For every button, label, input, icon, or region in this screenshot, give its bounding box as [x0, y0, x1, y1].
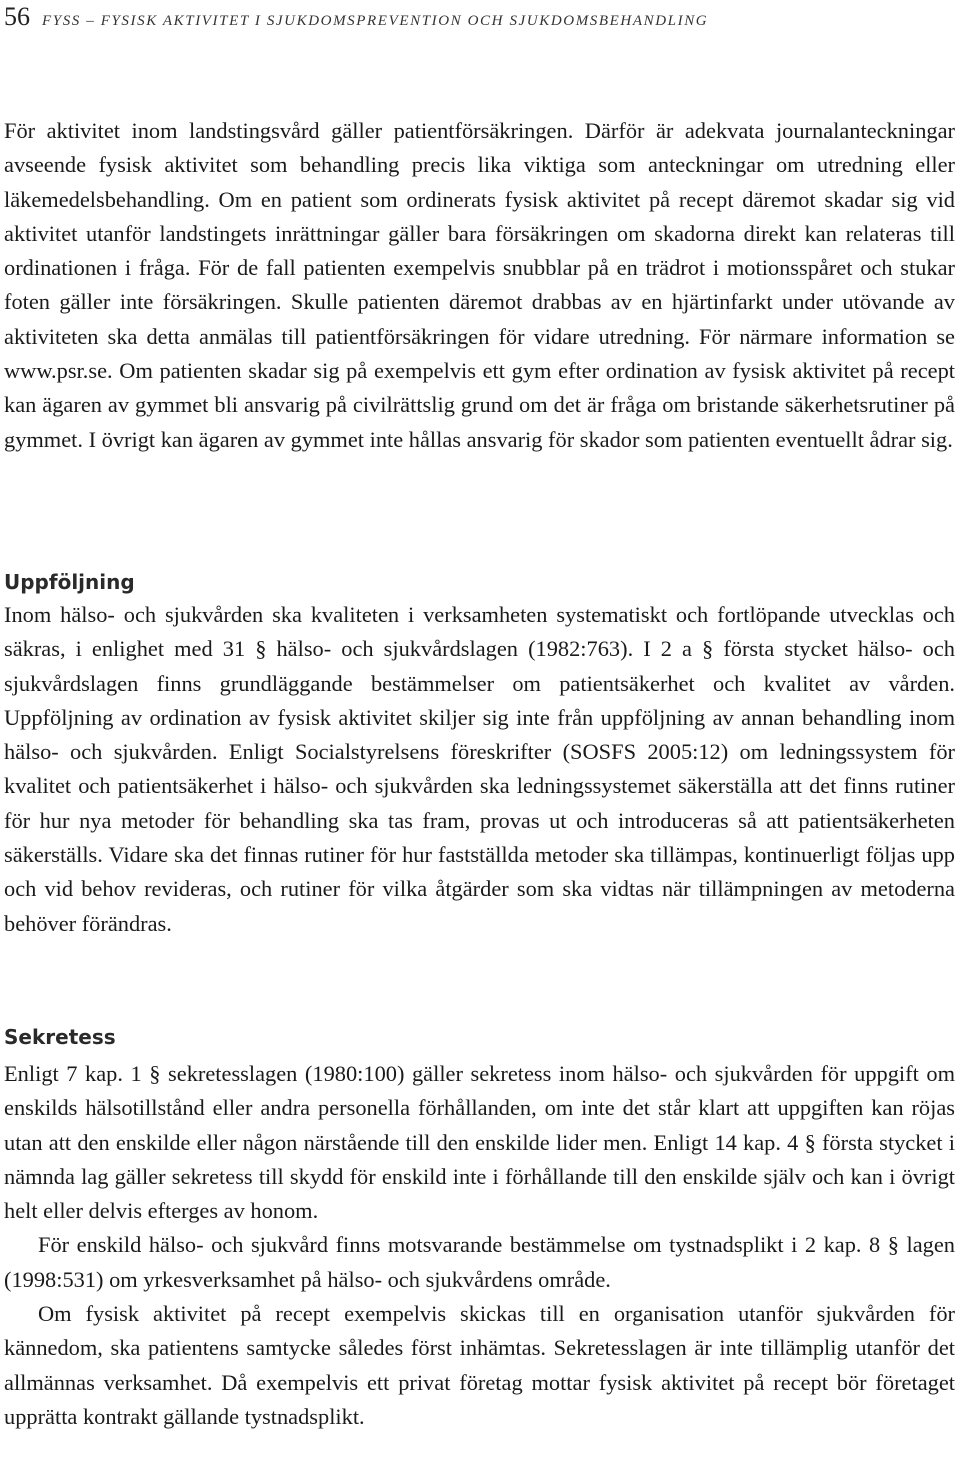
uppfoljning-paragraph: Inom hälso- och sjukvården ska kvaliteten i verksamheten systematiskt och fortlöpande utvecklas och säkras, i enlighet med 31 § hälso- och sjukvårdslagen (1982:763). I 2 a § första stycket hälso- och sjukvårdslagen finns grundläggande bestämmelser om patientsäkerhet och kvalitet av vården. Uppföljning av ordination av fysisk aktivitet skiljer sig inte från uppföljning av annan behandling inom hälso- och sjukvården. Enligt Socialstyrelsens föreskrifter (SOSFS 2005:12) om ledningssystem för kvalitet och patientsäkerhet i hälso- och sjukvården ska ledningssystemet säkerställa att det finns rutiner för hur nya metoder för behandling ska tas fram, provas ut och introduceras så att patientsäkerheten säkerställs. Vidare ska det finnas rutiner för hur fastställda metoder ska tillämpas, kontinuerligt följas upp och vid behov revideras, och rutiner för vilka åtgärder som ska vidtas när tillämpningen av metoderna behöver förändras. [4, 602, 955, 936]
sekretess-section [4, 1057, 955, 1434]
page-header [4, 2, 708, 36]
heading-uppfoljning: Uppföljning [4, 570, 135, 594]
page-number: 56 [4, 2, 30, 31]
sekretess-paragraph-2: För enskild hälso- och sjukvård finns motsvarande bestämmelse om tystnadsplikt i 2 kap. 8 § lagen (1998:531) om yrkesverksamhet på hälso- och sjukvårdens område. [4, 1232, 955, 1292]
running-title: FYSS – FYSISK AKTIVITET I SJUKDOMSPREVENTION OCH SJUKDOMSBEHANDLING [42, 13, 709, 29]
uppfoljning-section [4, 598, 955, 941]
heading-sekretess: Sekretess [4, 1025, 116, 1049]
sekretess-paragraph-1: Enligt 7 kap. 1 § sekretesslagen (1980:100) gäller sekretess inom hälso- och sjukvården för uppgift om enskilds hälsotillstånd eller andra personella förhållanden, om inte det står klart att uppgiften kan röjas utan att den enskilde eller någon närstående till den enskilde lider men. Enligt 14 kap. 4 § första stycket i nämnda lag gäller sekretess till skydd för enskild inte i förhållande till den enskilde själv och kan i övrigt helt eller delvis efterges av honom. [4, 1061, 955, 1224]
intro-section [4, 114, 955, 457]
sekretess-paragraph-3: Om fysisk aktivitet på recept exempelvis skickas till en organisation utanför sjukvården för kännedom, ska patientens samtycke således först inhämtas. Sekretesslagen är inte tillämplig utanför det allmännas verksamhet. Då exempelvis ett privat företag mottar fysisk aktivitet på recept bör företaget upprätta kontrakt gällande tystnadsplikt. [4, 1301, 955, 1429]
intro-paragraph: För aktivitet inom landstingsvård gäller patientförsäkringen. Därför är adekvata journalanteckningar avseende fysisk aktivitet som behandling precis lika viktiga som anteckningar om utredning eller läkemedelsbehandling. Om en patient som ordinerats fysisk aktivitet på recept däremot skadar sig vid aktivitet utanför landstingets inrättningar gäller bara försäkringen om skadorna direkt kan relateras till ordinationen i fråga. För de fall patienten exempelvis snubblar på en trädrot i motionsspåret och stukar foten gäller inte försäkringen. Skulle patienten däremot drabbas av en hjärtinfarkt under utövande av aktiviteten ska detta anmälas till patientförsäkringen för vidare utredning. För närmare information se www.psr.se. Om patienten skadar sig på exempelvis ett gym efter ordination av fysisk aktivitet på recept kan ägaren av gymmet bli ansvarig på civilrättslig grund om det är fråga om bristande säkerhetsrutiner på gymmet. I övrigt kan ägaren av gymmet inte hållas ansvarig för skador som patienten eventuellt ådrar sig. [4, 118, 955, 452]
